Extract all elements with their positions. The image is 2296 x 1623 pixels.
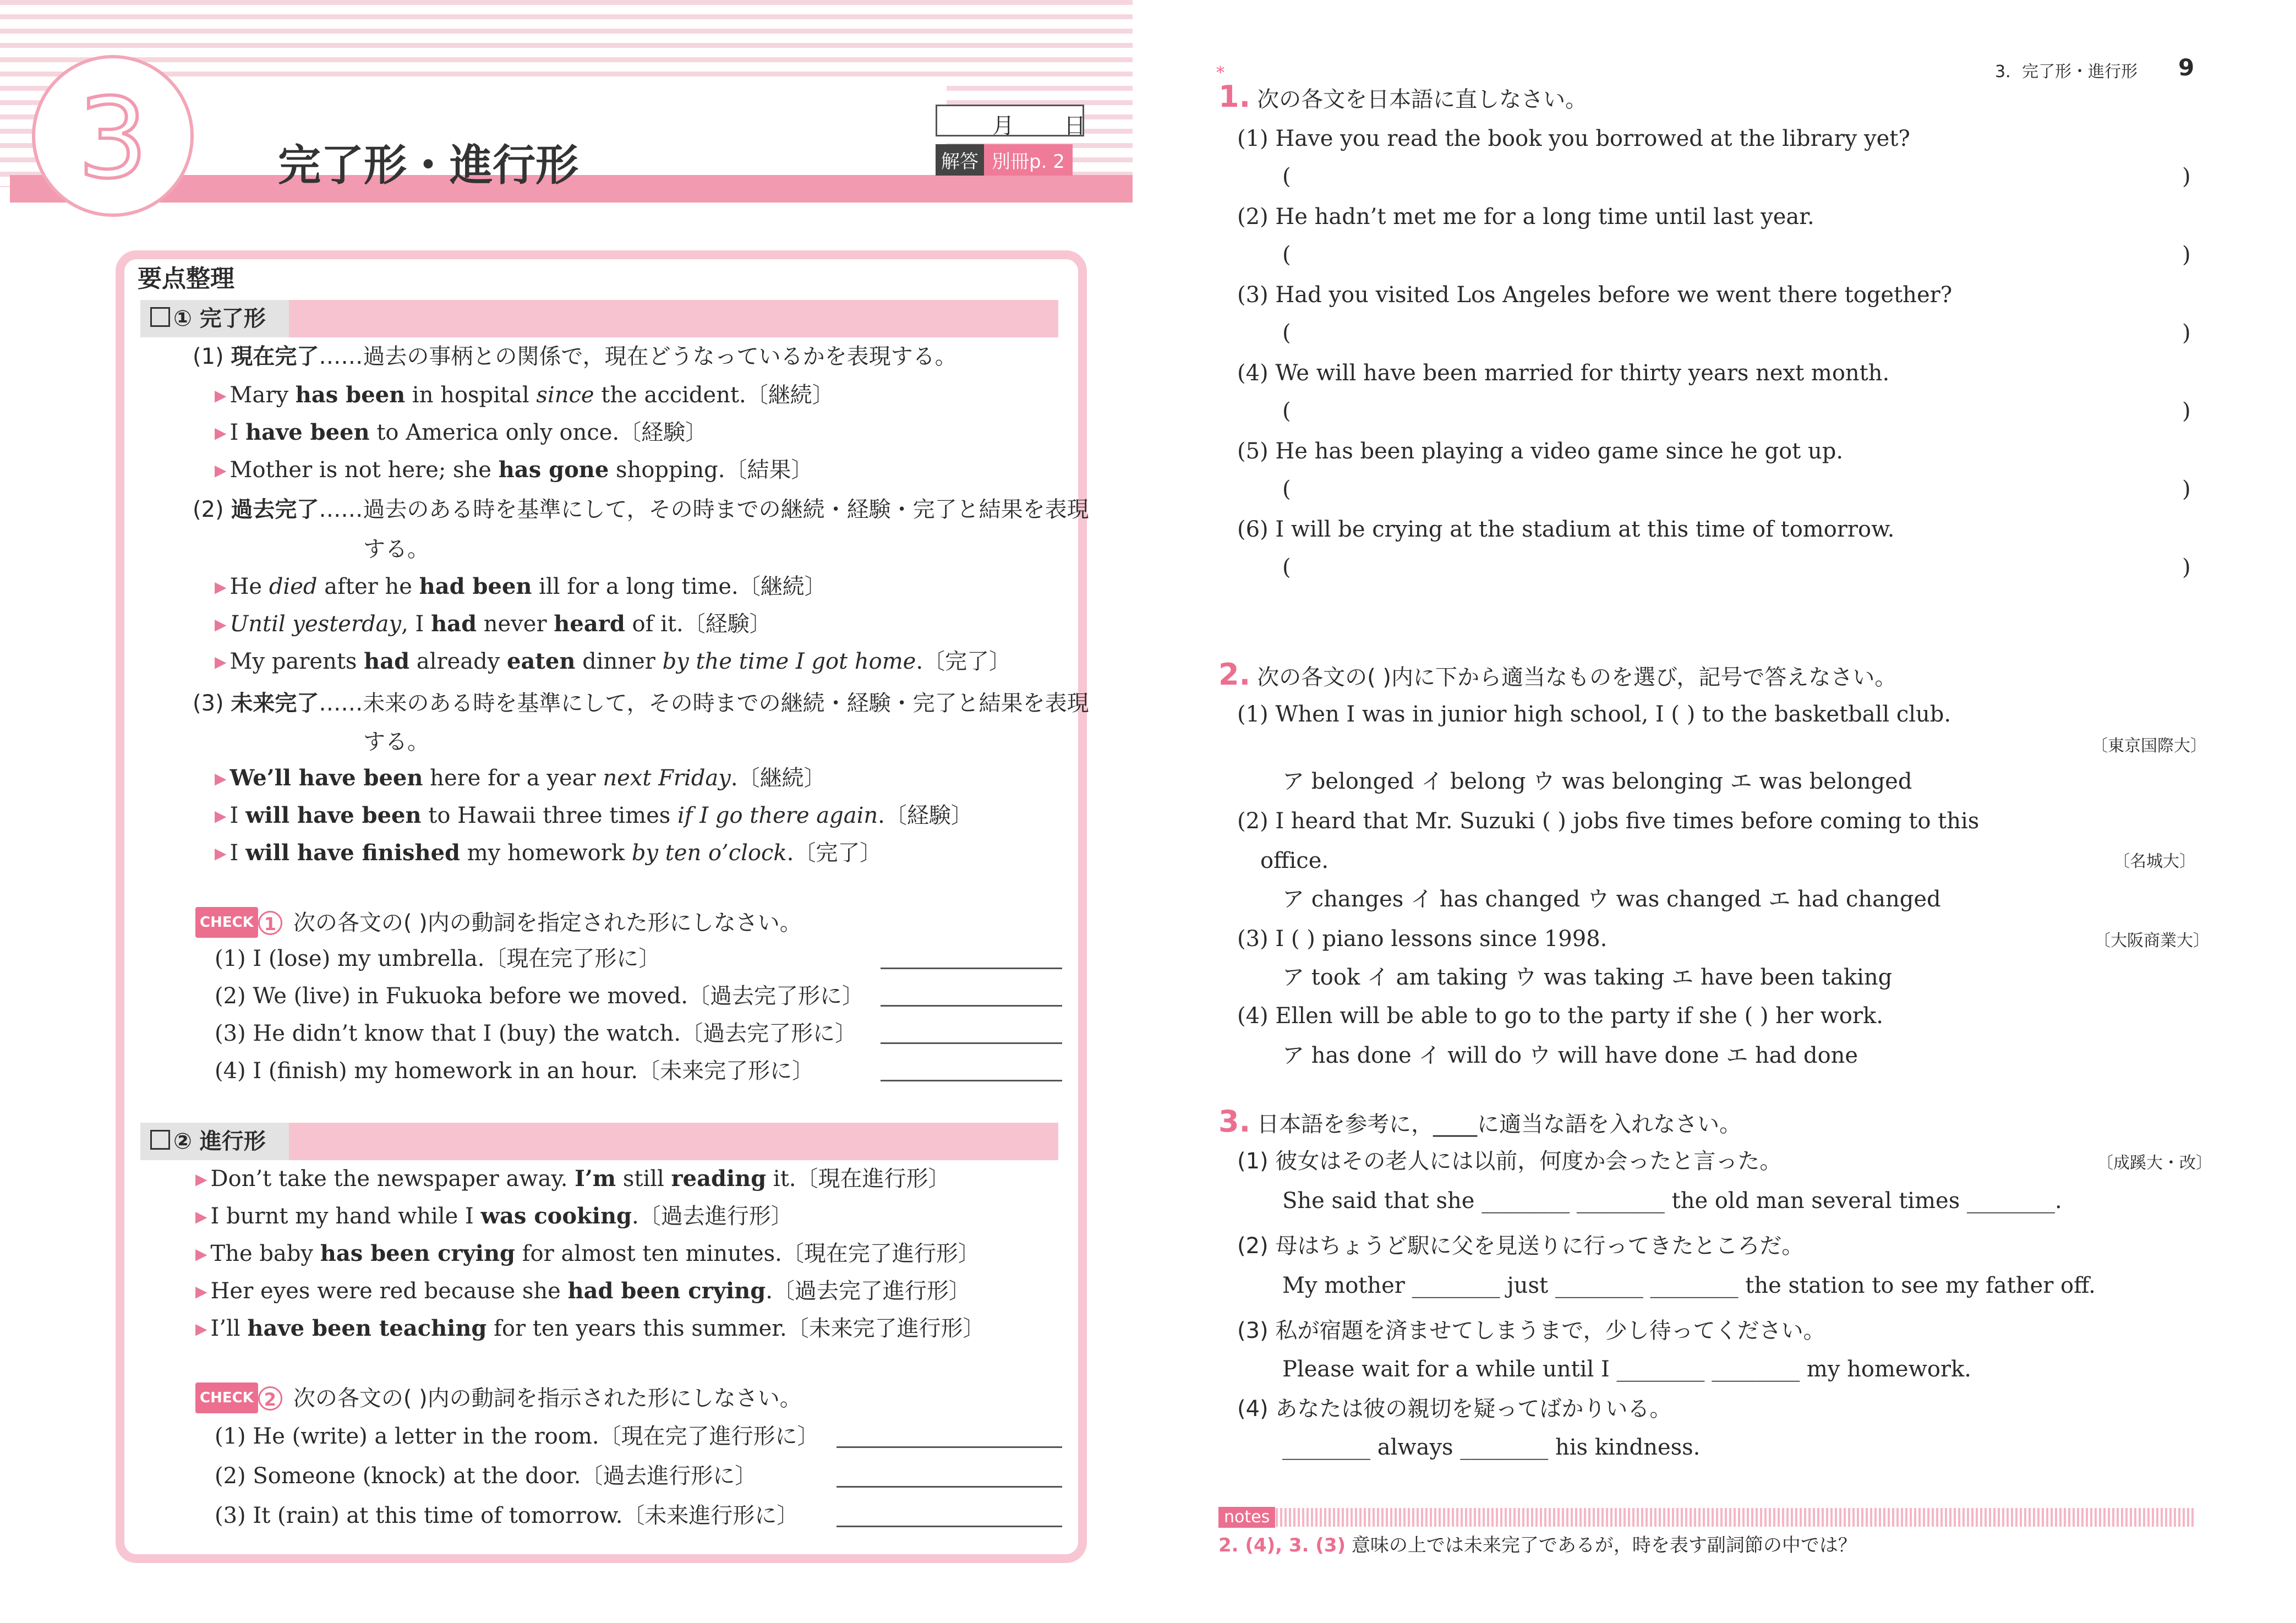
check-number: 2 [258, 1386, 282, 1411]
check-badge: CHECK [195, 907, 258, 938]
section-perfect [140, 300, 289, 337]
answer-paren-open: ( [1282, 164, 1291, 189]
summary-heading: 要点整理 [138, 265, 234, 293]
answer-paren-close: ) [2182, 320, 2191, 346]
q2-item: (1) When I was in junior high school, I ( ) to the basketball club. [1237, 702, 1951, 727]
question-2-header [1218, 657, 1897, 692]
answer-paren-open: ( [1282, 555, 1291, 580]
check-item: (2) Someone (knock) at the door.〔過去進行形に〕 [215, 1463, 757, 1489]
answer-paren-close: ) [2182, 242, 2191, 267]
answer-blank[interactable] [881, 1042, 1062, 1044]
rule-desc-cont: する。 [363, 729, 429, 755]
example-sentence: ▶ The baby has been crying for almost ten minutes.〔現在完了進行形〕 [195, 1239, 980, 1269]
chapter-badge [32, 55, 194, 217]
q2-item: (4) Ellen will be able to go to the party if she ( ) her work. [1237, 1003, 1883, 1029]
question-number: 3. [1218, 1104, 1251, 1139]
answer-paren-close: ) [2182, 164, 2191, 189]
q2-options: ア took イ am taking ウ was taking エ have been taking [1282, 965, 1893, 990]
answer-paren-close: ) [2182, 555, 2191, 580]
answer-blank[interactable] [837, 1526, 1062, 1527]
example-sentence: ▶ I’ll have been teaching for ten years this summer.〔未来完了進行形〕 [195, 1314, 985, 1343]
checkbox-icon [150, 307, 170, 327]
notes-label: notes [1218, 1507, 1275, 1528]
answer-page: 別冊p. 2 [984, 144, 1073, 176]
q3-english: My mother ________ just ________ ________ the station to see my father off. [1282, 1273, 2096, 1298]
example-sentence: ▶ I burnt my hand while I was cooking.〔過去進行形〕 [195, 1202, 793, 1231]
example-sentence: ▶ We’ll have been here for a year next Friday.〔継続〕 [215, 764, 826, 793]
q3-english: Please wait for a while until I ________ ________ my homework. [1282, 1357, 1971, 1382]
difficulty-star-icon: * [1216, 63, 1224, 83]
date-day: 日 [1064, 113, 1086, 139]
running-head: 3．完了形・進行形 [1995, 62, 2138, 81]
notes-text: 2. (4), 3. (3) 意味の上では未来完了であるが，時を表す副詞節の中では？ [1218, 1534, 1857, 1556]
answer-blank[interactable] [881, 1005, 1062, 1007]
check-item: (3) It (rain) at this time of tomorrow.〔未来進行形に〕 [215, 1503, 799, 1528]
check-item: (1) He (write) a letter in the room.〔現在完了進行形に〕 [215, 1424, 819, 1449]
chapter-title: 完了形・進行形 [278, 141, 579, 190]
example-sentence: ▶ Mother is not here; she has gone shopping.〔結果〕 [215, 456, 813, 485]
answer-paren-open: ( [1282, 320, 1291, 346]
check-item: (2) We (live) in Fukuoka before we moved.〔過去完了形に〕 [215, 983, 864, 1009]
check-number: 1 [258, 911, 282, 935]
q1-item: (5) He has been playing a video game since he got up. [1237, 439, 1844, 464]
past-perfect-rule: (2) 過去完了……過去のある時を基準にして，その時までの継続・経験・完了と結果を表現 [193, 497, 1089, 522]
answer-reference [936, 144, 1073, 171]
q1-item: (4) We will have been married for thirty years next month. [1237, 360, 1890, 386]
question-instruction: 日本語を参考に，____に適当な語を入れなさい。 [1257, 1112, 1742, 1137]
example-sentence: ▶ Her eyes were red because she had been crying.〔過去完了進行形〕 [195, 1277, 971, 1306]
answer-label: 解答 [936, 144, 984, 176]
q1-item: (3) Had you visited Los Angeles before we went there together? [1237, 282, 1953, 308]
source-label: 〔大阪商業大〕 [2094, 931, 2210, 950]
example-sentence: ▶ I will have finished my homework by ten o’clock.〔完了〕 [215, 839, 882, 868]
date-box [936, 105, 1086, 139]
q1-item: (6) I will be crying at the stadium at this time of tomorrow. [1237, 517, 1895, 542]
check-2-header [195, 1382, 802, 1413]
question-instruction: 次の各文を日本語に直しなさい。 [1257, 87, 1588, 112]
check-1-header [195, 907, 802, 938]
q3-english: ________ always ________ his kindness. [1282, 1435, 1701, 1460]
source-label: 〔成蹊大・改〕 [2097, 1154, 2212, 1173]
future-perfect-rule: (3) 未来完了……未来のある時を基準にして，その時までの継続・経験・完了と結果を表現 [193, 691, 1089, 716]
question-instruction: 次の各文の( )内に下から適当なものを選び，記号で答えなさい。 [1257, 665, 1897, 690]
q3-japanese: (2) 母はちょうど駅に父を見送りに行ってきたところだ。 [1237, 1233, 1804, 1259]
q1-item: (1) Have you read the book you borrowed at the library yet? [1237, 126, 1910, 151]
example-sentence: ▶ My parents had already eaten dinner by the time I got home.〔完了〕 [215, 647, 1011, 676]
section-progressive-label: ② 進行形 [173, 1129, 266, 1154]
question-number: 1. [1218, 79, 1251, 114]
chapter-number: 3 [78, 75, 148, 203]
q2-item-cont: office. [1260, 848, 1329, 873]
rule-title: 現在完了 [231, 344, 319, 369]
example-sentence: ▶ Mary has been in hospital since the accident.〔継続〕 [215, 381, 834, 410]
notes-bar [1218, 1508, 2196, 1527]
example-sentence: ▶ Don’t take the newspaper away. I’m still reading it.〔現在進行形〕 [195, 1165, 950, 1194]
q3-japanese: (3) 私が宿題を済ませてしまうまで，少し待ってください。 [1237, 1318, 1825, 1343]
answer-blank[interactable] [837, 1446, 1062, 1448]
example-sentence: ▶ He died after he had been ill for a long time.〔継続〕 [215, 572, 827, 602]
q1-item: (2) He hadn’t met me for a long time until last year. [1237, 204, 1814, 229]
example-sentence: ▶ I have been to America only once.〔経験〕 [215, 418, 707, 447]
answer-paren-open: ( [1282, 398, 1291, 424]
q2-options: ア changes イ has changed ウ was changed エ had changed [1282, 887, 1941, 912]
page-number: 9 [2178, 54, 2195, 81]
check-item: (3) He didn’t know that I (buy) the watch.〔過去完了形に〕 [215, 1021, 857, 1046]
check-badge: CHECK [195, 1382, 258, 1413]
question-number: 2. [1218, 657, 1251, 692]
checkbox-icon [150, 1130, 170, 1150]
present-perfect-rule [193, 342, 957, 371]
check-instruction: 次の各文の( )内の動詞を指示された形にしなさい。 [293, 1386, 802, 1411]
check-instruction: 次の各文の( )内の動詞を指定された形にしなさい。 [293, 910, 802, 936]
rule-desc-cont: する。 [363, 537, 429, 562]
source-label: 〔名城大〕 [2113, 852, 2196, 871]
section-perfect-label: ① 完了形 [173, 306, 266, 331]
q3-japanese: (1) 彼女はその老人には以前，何度か会ったと言った。 [1237, 1149, 1782, 1174]
answer-blank[interactable] [881, 968, 1062, 969]
answer-blank[interactable] [881, 1080, 1062, 1081]
check-item: (4) I (finish) my homework in an hour.〔未来完了形に〕 [215, 1058, 814, 1084]
date-month: 月 [992, 113, 1014, 139]
example-sentence: ▶ Until yesterday, I had never heard of it.〔経験〕 [215, 610, 772, 639]
notes-reference: 2. (4), 3. (3) [1218, 1534, 1346, 1556]
q2-options: ア has done イ will do ウ will have done エ had done [1282, 1043, 1858, 1068]
answer-paren-close: ) [2182, 398, 2191, 424]
answer-paren-open: ( [1282, 477, 1291, 502]
q2-item: (3) I ( ) piano lessons since 1998. [1237, 926, 1608, 952]
example-sentence: ▶ I will have been to Hawaii three times if I go there again.〔経験〕 [215, 801, 973, 830]
item-number: (1) [193, 344, 224, 369]
q3-japanese: (4) あなたは彼の親切を疑ってばかりいる。 [1237, 1396, 1672, 1422]
rule-desc: ……過去の事柄との関係で，現在どうなっているかを表現する。 [319, 344, 957, 369]
question-3-header [1218, 1104, 1742, 1139]
q3-english: She said that she ________ ________ the old man several times ________. [1282, 1188, 2062, 1214]
source-label: 〔東京国際大〕 [2091, 736, 2207, 756]
q2-options: ア belonged イ belong ウ was belonging エ was belonged [1282, 769, 1912, 794]
check-item: (1) I (lose) my umbrella.〔現在完了形に〕 [215, 946, 661, 971]
answer-paren-close: ) [2182, 477, 2191, 502]
q2-item: (2) I heard that Mr. Suzuki ( ) jobs five times before coming to this [1237, 808, 1980, 834]
answer-blank[interactable] [837, 1486, 1062, 1488]
section-progressive [140, 1123, 289, 1160]
question-1-header [1218, 79, 1588, 114]
answer-paren-open: ( [1282, 242, 1291, 267]
